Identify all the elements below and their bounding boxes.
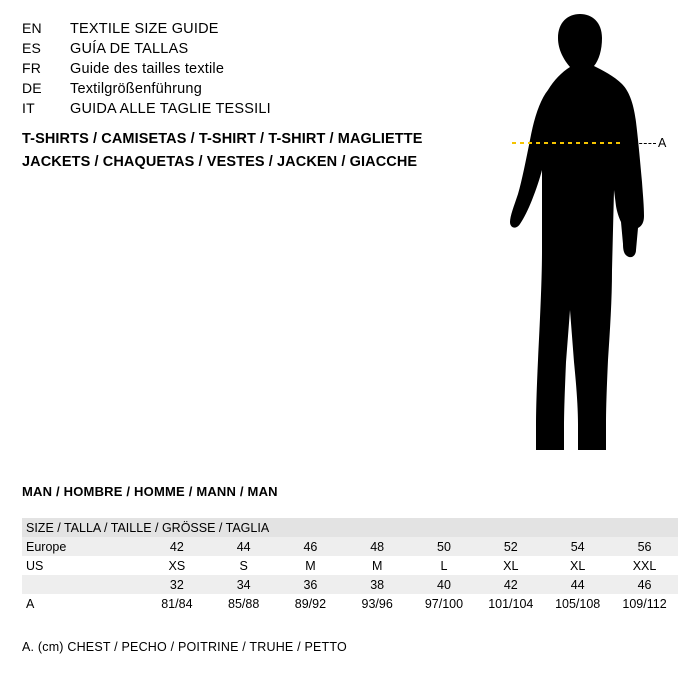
table-cell: 32 [144, 575, 211, 594]
table-cell: 46 [611, 575, 678, 594]
table-cell: 36 [277, 575, 344, 594]
language-heading-block [22, 20, 462, 120]
man-silhouette-icon [470, 10, 690, 470]
table-cell: 40 [411, 575, 478, 594]
language-code: IT [22, 100, 35, 116]
table-cell: 50 [411, 537, 478, 556]
language-code: DE [22, 80, 42, 96]
table-header-label: SIZE / TALLA / TAILLE / GRÖSSE / TAGLIA [22, 518, 678, 537]
table-cell: 93/96 [344, 594, 411, 613]
language-code: FR [22, 60, 42, 76]
language-title: Textilgrößenführung [70, 81, 202, 97]
table-cell: 44 [210, 537, 277, 556]
size-table [22, 518, 678, 613]
table-cell: M [277, 556, 344, 575]
language-row [22, 100, 462, 120]
language-title: Guide des tailles textile [70, 61, 225, 77]
table-cell: L [411, 556, 478, 575]
category-block [22, 128, 482, 174]
gender-label: MAN / HOMBRE / HOMME / MANN / MAN [22, 484, 278, 499]
language-title: GUÍA DE TALLAS [70, 41, 189, 57]
language-row [22, 20, 462, 40]
table-cell: 101/104 [477, 594, 544, 613]
category-line-tshirts: T-SHIRTS / CAMISETAS / T-SHIRT / T-SHIRT / MAGLIETTE [22, 131, 423, 147]
table-cell: 46 [277, 537, 344, 556]
table-cell: 105/108 [544, 594, 611, 613]
table-cell: 97/100 [411, 594, 478, 613]
language-row [22, 60, 462, 80]
table-cell: 42 [477, 575, 544, 594]
table-cell: 56 [611, 537, 678, 556]
language-row [22, 80, 462, 100]
language-code: ES [22, 40, 42, 56]
table-cell: 109/112 [611, 594, 678, 613]
language-row [22, 40, 462, 60]
table-cell: 81/84 [144, 594, 211, 613]
row-label: US [22, 556, 144, 575]
table-cell: XL [544, 556, 611, 575]
table-row [22, 537, 678, 556]
table-cell: 52 [477, 537, 544, 556]
row-label [22, 575, 144, 594]
table-cell: 44 [544, 575, 611, 594]
table-cell: XS [144, 556, 211, 575]
chest-callout-label: A [658, 136, 667, 150]
language-title: TEXTILE SIZE GUIDE [70, 21, 219, 37]
table-cell: 85/88 [210, 594, 277, 613]
figure-area [470, 10, 690, 470]
table-row [22, 594, 678, 613]
table-cell: 89/92 [277, 594, 344, 613]
row-label: A [22, 594, 144, 613]
table-cell: 34 [210, 575, 277, 594]
table-cell: XXL [611, 556, 678, 575]
callout-leader-icon [630, 143, 656, 144]
table-row [22, 556, 678, 575]
table-row [22, 575, 678, 594]
table-cell: S [210, 556, 277, 575]
language-title: GUIDA ALLE TAGLIE TESSILI [70, 101, 271, 117]
table-cell: 48 [344, 537, 411, 556]
category-line-jackets: JACKETS / CHAQUETAS / VESTES / JACKEN / GIACCHE [22, 154, 418, 170]
table-cell: M [344, 556, 411, 575]
language-code: EN [22, 20, 42, 36]
table-cell: XL [477, 556, 544, 575]
row-label: Europe [22, 537, 144, 556]
table-header-row [22, 518, 678, 537]
chest-footnote: A. (cm) CHEST / PECHO / POITRINE / TRUHE / PETTO [22, 640, 347, 654]
table-cell: 38 [344, 575, 411, 594]
table-cell: 42 [144, 537, 211, 556]
table-cell: 54 [544, 537, 611, 556]
